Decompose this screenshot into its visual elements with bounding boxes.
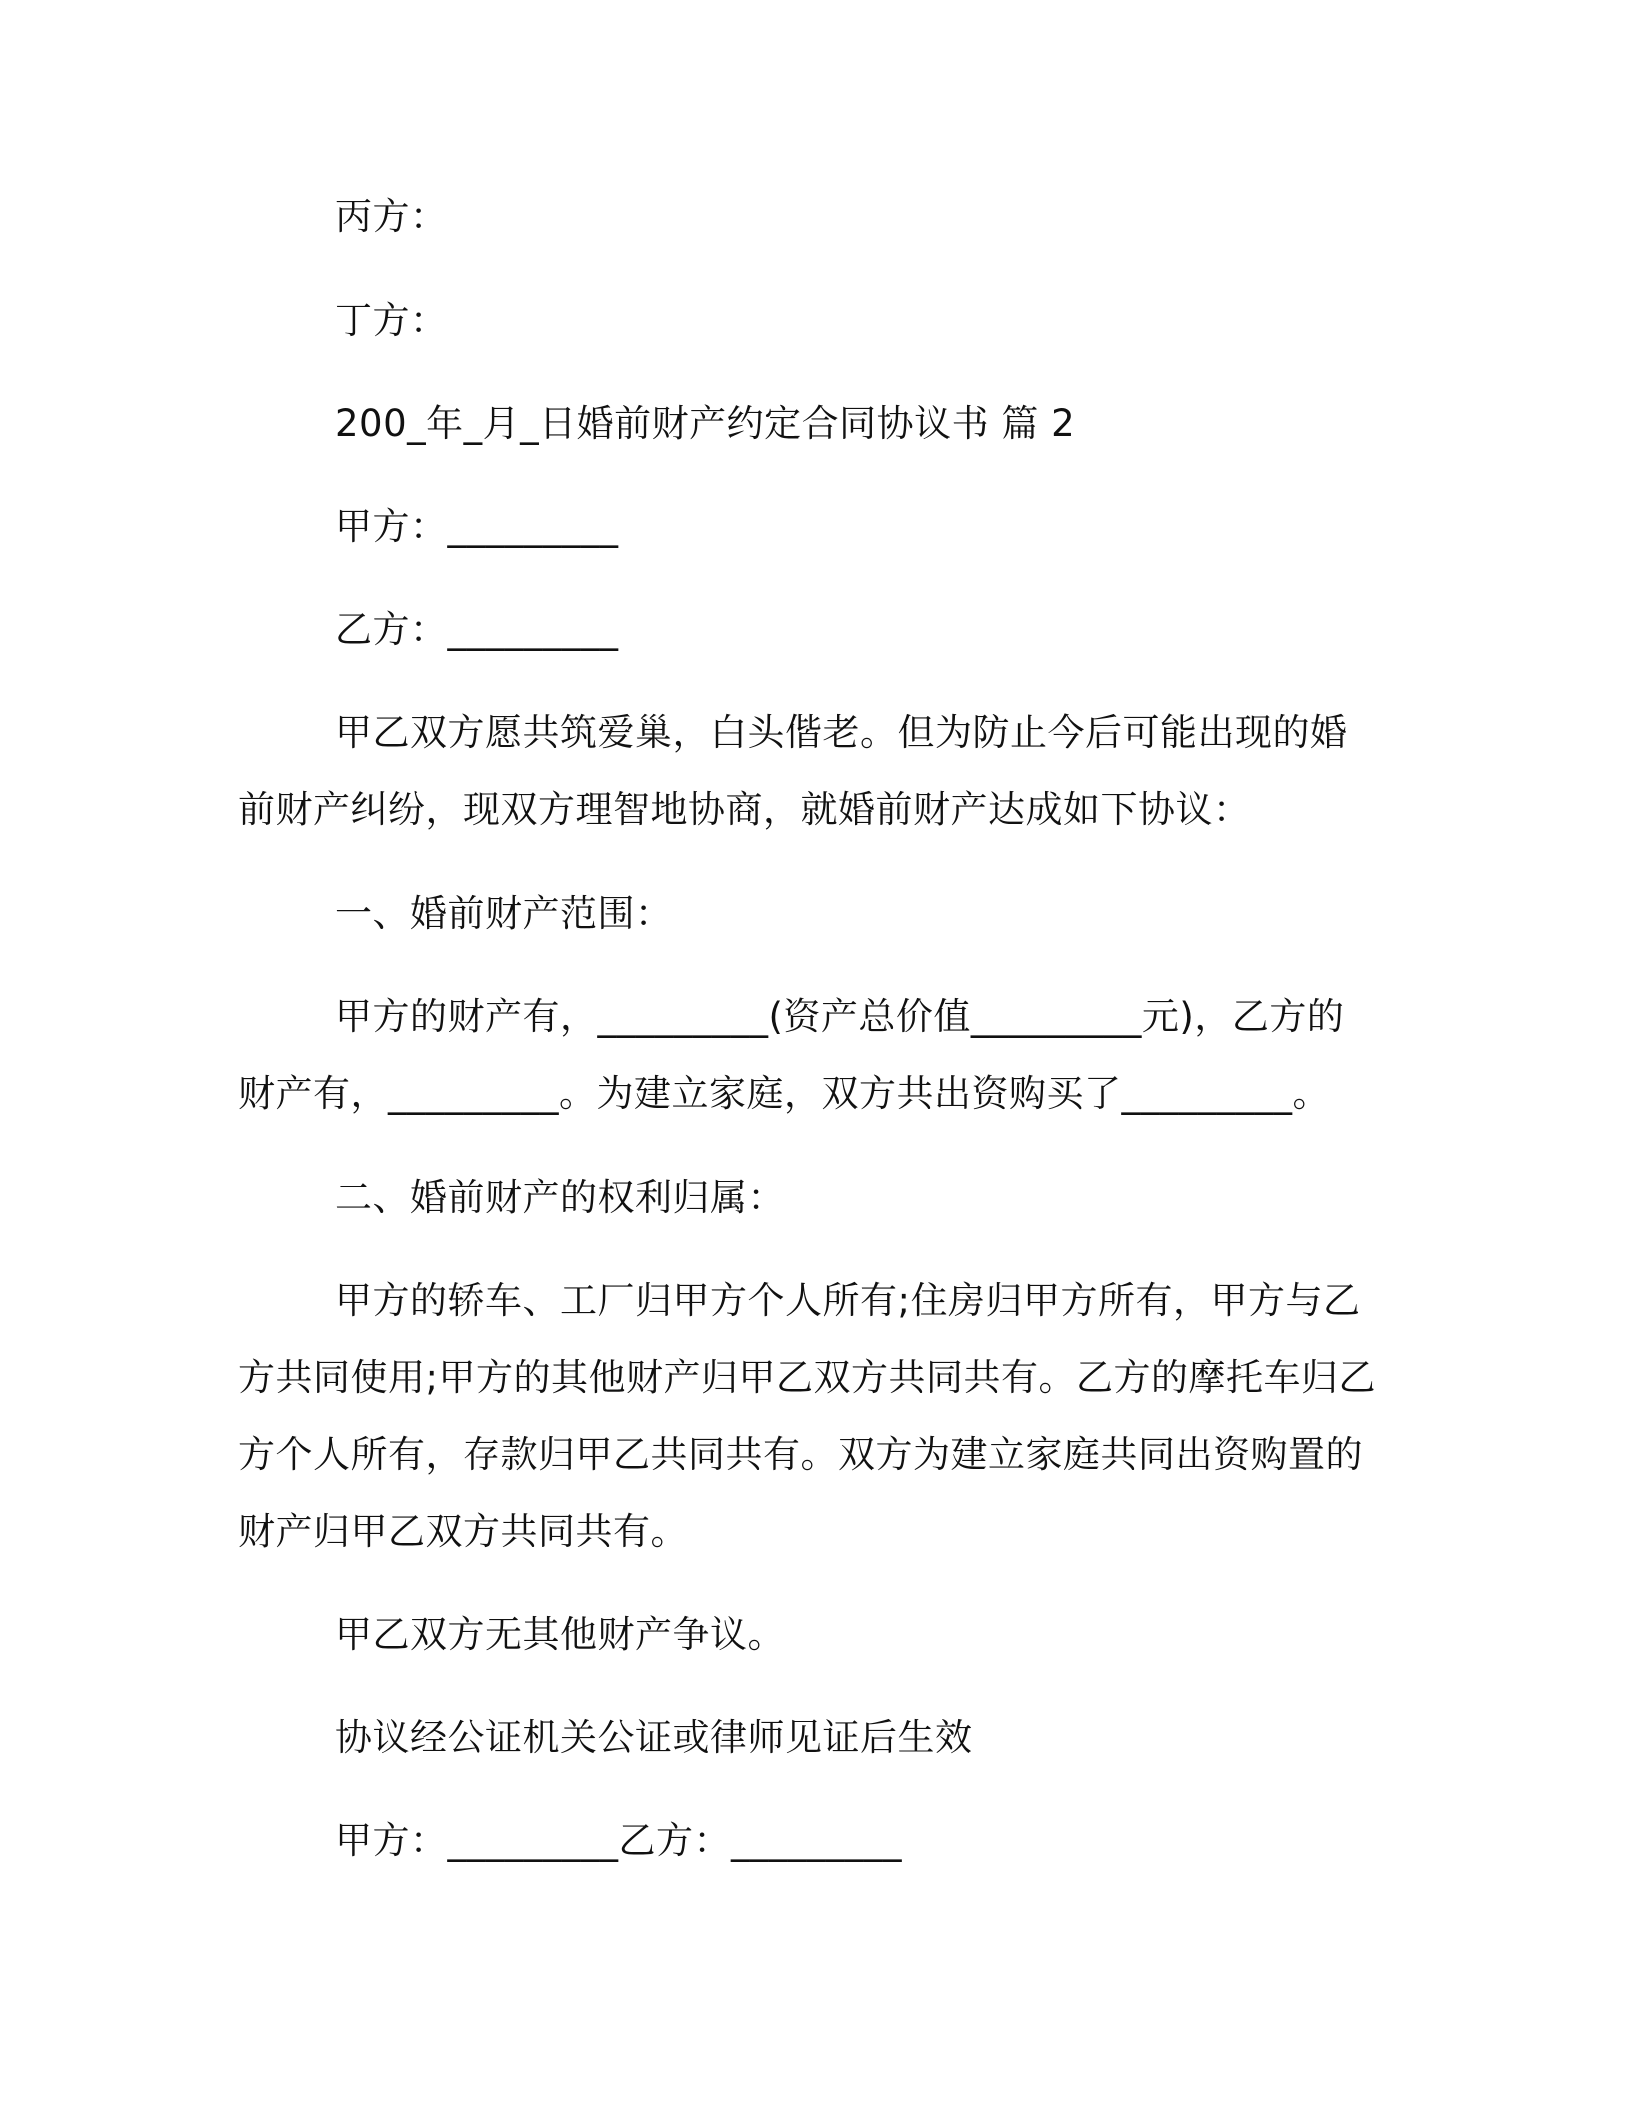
- agreement-title: 200_年_月_日婚前财产约定合同协议书 篇 2: [335, 402, 1076, 445]
- effective-clause: 协议经公证机关公证或律师见证后生效: [335, 1716, 973, 1759]
- signature-line: 甲方：_________乙方：_________: [335, 1819, 902, 1862]
- party-jia-line: 甲方：_________: [335, 505, 619, 548]
- party-yi-line: 乙方：_________: [335, 608, 619, 651]
- section-1-heading: 一、婚前财产范围：: [335, 892, 673, 935]
- intro-paragraph: 甲乙双方愿共筑爱巢，白头偕老。但为防止今后可能出现的婚前财产纠纷，现双方理智地协商，就婚前财产达成如下协议：: [238, 711, 1348, 831]
- section-2-heading: 二、婚前财产的权利归属：: [335, 1176, 785, 1219]
- no-dispute-line: 甲乙双方无其他财产争议。: [335, 1613, 785, 1656]
- party-bing-line: 丙方：: [335, 195, 448, 238]
- section-2-body: 甲方的轿车、工厂归甲方个人所有;住房归甲方所有，甲方与乙方共同使用;甲方的其他财产归甲乙双方共同共有。乙方的摩托车归乙方个人所有，存款归甲乙共同共有。双方为建立家庭共同出资购置的财产归甲乙双方共同共有。: [238, 1279, 1376, 1553]
- section-1-body: 甲方的财产有，_________(资产总价值_________元)，乙方的财产有，_________。为建立家庭，双方共出资购买了_________。: [238, 995, 1345, 1115]
- party-ding-line: 丁方：: [335, 299, 448, 342]
